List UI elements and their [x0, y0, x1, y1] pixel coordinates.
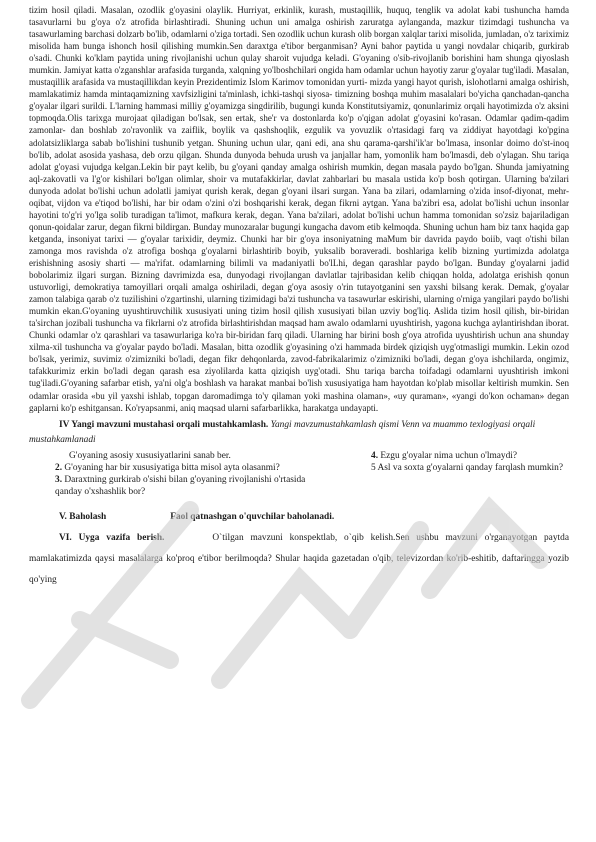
section-vi-label: VI. Uyga vazifa berish. [59, 533, 165, 544]
section-iv [29, 418, 569, 448]
questions-right-column [329, 450, 569, 499]
questions-left-column [29, 450, 329, 499]
section-iv-title: IV Yangi mavzuni mustahasi orqali mustahkamlash. [59, 419, 269, 430]
watermark-stroke-2 [80, 620, 170, 660]
question-4-number: 4. [371, 450, 379, 461]
question-4-text: Ezgu g'oyalar nima uchun o'lmaydi? [380, 450, 518, 461]
section-vi-text: O`tilgan mavzuni konspektlab, o`qib kelish.Sen ushbu mavzuni o'rganayotgan paytda mamlakatimizda qaysi masalalarga ko'proq e'tibor berilmoqda? Shular haqida gazetadan o'qib, televizordan ko'rib-eshitib, daftaringga yozib qo'ying [29, 533, 569, 586]
question-2-text: G'oyaning har bir xususiyatiga bitta misol ayta olasanmi? [64, 462, 280, 473]
section-v-label: V. Baholash [59, 512, 107, 523]
question-3-text: Daraxtning gurkirab o'sishi bilan g'oyaning rivojlanishi o'rtasida qanday o'xshashlik bor? [55, 475, 306, 498]
questions-block [29, 450, 569, 499]
question-3-number: 3. [55, 475, 63, 485]
question-5-number: 5 [371, 462, 376, 473]
question-3 [29, 474, 329, 498]
question-4 [343, 450, 569, 462]
question-2 [29, 462, 329, 474]
document-page [29, 4, 569, 601]
question-5-text: Asl va soxta g'oyalarni qanday farqlash mumkin? [377, 462, 564, 473]
question-5 [343, 462, 569, 474]
section-iv-subtitle: Yangi mavzumustahkamlash qismi Venn va muammo texlogiyasi orqali mustahkamlanadi [29, 419, 536, 445]
question-1 [29, 450, 329, 462]
section-vi [29, 528, 569, 591]
question-2-number: 2. [55, 462, 63, 473]
section-v-text: Faol qatnashgan o'quvchilar baholanadi. [170, 512, 335, 523]
section-v [29, 510, 569, 524]
question-1-text: G'oyaning asosiy xususiyatlarini sanab ber. [69, 450, 231, 461]
body-paragraph: tizim hosil qiladi. Masalan, ozodlik g'oyasini olaylik. Hurriyat, erkinlik, kurash, mustaqillik, huquq, tenglik va adolat kabi tushuncha hamda tasavurlarni bu g'oya o'z atrofida birlashtiradi. Shuning uchun uni amalga oshirish zaruratga aylanganda, mazkur tizimdagi tushuncha va tasawurlaming barchasi dolzarb bo'lib, odamlarni o'ziga tortadi. Sen ozodlik uchun kurash olib borgan xalqlar tarixi misolida, jumladan, o'z tariximiz misolida ham bunga ishonch hosil qilishing mumkin.Sen daraxtga e'tibor berganmisan? Ayni bahor paytida u yangi novdalar chiqarib, gurkirab o'sadi. Chunki ko'klam paytida uning rivojlanishi uchun qulay sharoit vujudga keladi. G'oyaning o'sib-rivojlanib borishini ham shunga qiyoslash mumkin. Jamiyat katta o'zganshlar arafasida turganda, xalqning yo'lboshchilari ongida ham odamlar uchun hayotiy zarur g'oyalar tug'iladi. Masalan, mustaqillik arafasida va mustaqillikdan keyin Prezidentimiz Islom Karimov tomonidan yurti- mizda yangi hayot qurish, islohotlarni amalga oshirish, mamlakatimiz hamda mintaqamizning xavfsizligini ta'minlash, ichki-tashqi siyosa- timizning boshqa muhim masalalari bo'yicha qanchadan-qancha g'oyalar ilgari surildi. L'larning hammasi milliy g'oyamizga singdirilib, bugungi kunda Konstitutsiyamiz, qonunlarimiz orqali hayotimizda o'z aksini topmoqda.Olis tarixga murojaat qiladigan bo'lsak, sen ertak, she'r va dostonlarda ko'p o'qigan adolat g'oyasini ko'rasan. Odamlar qadim-qadim zamonlar- dan boshlab zo'ravonlik va zaiflik, boylik va qashshoqlik, ezgulik va yovuzlik o'rtasidagi farq va ziddiyat hayotdagi ko'pgina adolatsizliklarga sabab bo'lishini tushunib yetgan. Shuning uchun ular, qani edi, ana shu qarama-qarshi'ik'ar bo'lmasa, insonlar doimo do'st-inoq bo'lib, adolat asosida yashasa, deb orzu qilgan. Shunda dunyoda behuda urush va janjallar ham, yomonlik ham bo'lmasdi, deb o'ylagan. Shu tariqa adolat g'oyasi vujudga kelgan.Lekin bir payt kelib, bu g'oyani qanday amalga oshirish mumkin, degan masala paydo bo'lgan. Shunda jamiyatning aql-zakovatli va l'g'or kishilari bo'lgan olimlar, shoir va mutafakkirlar, davlat zahbarlari bu masala ustida ko'p bosh qotirgan. Ularning ba'zilari dunyoda adolat bo'lishi uchun adolatli jamiyat qurish kerak, degan g'oyani ilsari surgan. Yana ba zilari, odamlarning o'zida insof-diyonat, mehr-oqibat, vijdon va e'tiqod bo'lishi, har bir odam o'zini o'zi boshqarishi kerak, degan fikrni aytgan. Yana ba'zibri esa, adolat bo'lishi uchun insonlar hayotini to'g'ri yo'lga solib turadigan ta'limot, mafkura kerak, degan. Yana ba'zilari, adolat bo'lishi uchun hamma tomonidan so'zsiz bajariladigan qonun-qoidalar zarur, degan fikrni bildirgan. Bunday munozaralar bugungi kungacha davom etib kelmoqda. Shuning uchun ham biz tanx haqida gap ketganda, insoniyat tarixi — g'oyalar tarixidir, deymiz. Chunki har bir g'oya insoniyatning maMum bir davrida paydo boiib, vaqt o'tishi bilan zamonga mos ravishda o'z atrofiga boshqa g'oyalarni birlashtirib boyib, yuksalib boraveradi. boshlariga kelib bizning yurtimizda adolatga erishishning asosiy sharti — ma'rifat. odamlarning bilimli va madaniyatli bo'lLhi, degan qarashlar paydo bo'lgan. Bunday g'oyalarni jadid bobolarimiz ilgari surgan. Bizning davrimizda esa, dunyodagi rivojlangan davlatlar tajribasidan kelib chiqqan holda, adolatga erishish qonun ustuvorligi, demokratiya tamoyillari orqali amalga oshiriladi, degan g'oya asosiy o'rin tutayotganini sen yaxshi bilsang kerak. Demak, g'oyalar zamon talabiga qarab o'z tuzilishini o'zgartinshi, ularning tizimidagi ba'zi tushuncha va tasawurlar eskirishi, ularning o'rniga yangilari paydo bo'lishi mumkin ekan.G'oyaning uyushtiruvchilik xususiyati uning tizim hosil qilish xususiyati bilan uzviy bog'liq. Aslida tizim hosil qilish, bir-biridan ta'sirchan jozibali tushuncha va fikrlarni o'z atrofida birlashtirishdan maqsad ham awalo odamlarni uyushtirish, yagona kuchga aylantirishdan iborat. Chunki odamlar o'z qarashlari va tasawurlariga ko'ra bir-biridan farq qiladi. Ularning har birini bosh g'oya atrofida uyushtirish uchun ana shunday xilma-xil tushuncha va g'oyalar paydo bo'ladi. Masalan, bitta ozodlik g'oyasining o'zi hammada birdek qiziqish uyg'otmasligi mumkin. Lekin ozod bo'lsak, yerimiz, suvimiz o'zimizniki bo'ladi, degan fikr dehqonlarda, zavod-fabrikalarimiz o'zimizniki bo'ladi, degan g'oya ishchilarda, ongimiz, tafakkurimiz erkin bo'ladi degan qarash esa ziyolilarda katta qiziqish uyg'otadi. Shu tariqa barcha toifadagi odamlarni uyushtirish imkoni tug'iladi.G'oyaning safarbar etish, ya'ni olg'a boshlash va harakat manbai bo'lish xususiyatiga ham hayotdan ko'plab misollar keltirish mumkin. Sen odamlar orasida «bu yil yaxshi ishlab, topgan daromadimga to'y qilaman yoki mashina olaman», «uy quraman», «yangi do'kon ochaman» degan gaplarni ko'p eshitgansan. Ko'ryapsanmi, aniq maqsad ularni safarbarlikka, harakatga undayapti. [29, 5, 569, 413]
